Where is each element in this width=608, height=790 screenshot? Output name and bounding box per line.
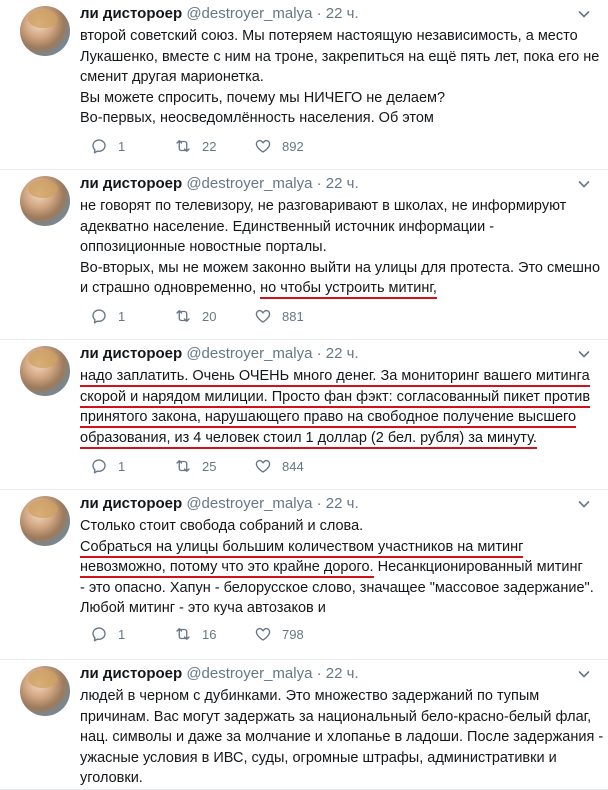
tweet-text-line (80, 727, 604, 748)
tweet-text-line (80, 768, 596, 789)
avatar[interactable] (20, 666, 70, 716)
tweet-text-line (80, 387, 596, 408)
tweet-text-line (80, 557, 596, 578)
author-name[interactable]: ли дистороер (80, 175, 183, 192)
underlined-text: надо заплатить. Очень ОЧЕНЬ много денег. За мониторинг вашего митинга (80, 368, 590, 387)
heart-icon (254, 625, 272, 643)
tweet-text-line (80, 278, 596, 299)
text-segment: сменит другая марионетка. (80, 69, 264, 85)
retweet-count: 22 (202, 138, 217, 154)
tweet-text-line (80, 516, 596, 537)
timestamp[interactable]: 22 ч. (325, 345, 359, 362)
underlined-text: скорой и нарядом милиции. Просто фан фэкт: согласованный пикет против (80, 389, 590, 408)
author-name[interactable]: ли дистороер (80, 5, 183, 22)
like-count: 892 (282, 138, 304, 154)
tweet-actions (80, 306, 380, 326)
separator-dot: · (316, 175, 322, 192)
tweet-actions (80, 456, 380, 476)
tweet-content (80, 4, 600, 129)
tweet-header (80, 344, 596, 364)
tweet-actions (80, 624, 380, 644)
underlined-text: невозможно, потому что это крайне дорого. (80, 559, 374, 578)
chevron-down-icon[interactable] (576, 496, 592, 512)
text-segment: Любой митинг - это куча автозаков и (80, 600, 326, 616)
reply-button[interactable] (80, 456, 125, 476)
tweet-text-line (80, 598, 596, 619)
text-segment: причинам. Вас могут задержать за национальный бело-красно-белый флаг, (80, 708, 592, 725)
chevron-down-icon[interactable] (576, 176, 592, 192)
author-name[interactable]: ли дистороер (80, 665, 183, 682)
text-segment: Лукашенко, вместе с ним на троне, закрепиться на ещё пять лет, пока его не (80, 48, 600, 65)
reply-count: 1 (118, 626, 126, 642)
tweet[interactable] (0, 490, 608, 660)
tweet-text-line (80, 47, 600, 68)
reply-button[interactable] (80, 624, 125, 644)
tweet-content (80, 174, 601, 299)
reply-count: 1 (118, 308, 126, 324)
timestamp[interactable]: 22 ч. (325, 495, 359, 512)
text-segment: адекватно население. Единственный источник информации - (80, 218, 495, 235)
tweet-text (80, 26, 600, 129)
heart-icon (254, 457, 272, 475)
text-segment: и страшно одновременно, (80, 280, 261, 296)
tweet-text-line (80, 108, 596, 129)
avatar[interactable] (20, 496, 70, 546)
tweet-content (80, 494, 596, 619)
reply-icon (90, 457, 108, 475)
chevron-down-icon[interactable] (576, 6, 592, 22)
like-count: 881 (282, 308, 304, 324)
like-count: 798 (282, 626, 304, 642)
chevron-down-icon[interactable] (576, 346, 592, 362)
text-segment: людей в черном с дубинками. Это множество задержаний по тупым (80, 688, 540, 704)
retweet-icon (174, 307, 192, 325)
underlined-text: принятого закона, нарушающего право на свободное получение высшего (80, 409, 576, 428)
text-segment: второй советский союз. Мы потеряем настоящую независимость, а место (80, 28, 578, 44)
retweet-count: 25 (202, 458, 217, 474)
reply-icon (90, 137, 108, 155)
text-segment: оппозиционные новостные порталы. (80, 239, 327, 255)
author-handle[interactable]: @destroyer_malya (186, 345, 313, 362)
like-button[interactable] (244, 306, 304, 326)
reply-button[interactable] (80, 136, 125, 156)
tweet-text (80, 686, 604, 789)
chevron-down-icon[interactable] (576, 666, 592, 682)
timestamp[interactable]: 22 ч. (325, 5, 359, 22)
text-segment: Вы можете спросить, почему мы НИЧЕГО не делаем? (80, 89, 446, 106)
tweet-text-line (80, 217, 596, 238)
text-segment: - это опасно. Хапун - белорусское слово, значащее "массовое задержание". (80, 579, 594, 596)
author-handle[interactable]: @destroyer_malya (186, 5, 313, 22)
tweet[interactable] (0, 340, 608, 490)
author-name[interactable]: ли дистороер (80, 495, 183, 512)
tweet-text-line (80, 237, 596, 258)
tweet-header (80, 664, 596, 684)
tweet-content (80, 664, 604, 789)
tweet-actions (80, 136, 380, 156)
reply-button[interactable] (80, 306, 125, 326)
text-segment: ужасные условия в ИВС, суды, огромные штрафы, административки и (80, 749, 557, 766)
tweet-text-line (80, 578, 596, 599)
tweet-text-line (80, 258, 601, 279)
heart-icon (254, 307, 272, 325)
text-segment: Во-вторых, мы не можем законно выйти на улицы для протеста. Это смешно (80, 259, 601, 276)
heart-icon (254, 137, 272, 155)
text-segment: не говорят по телевизору, не разговаривают в школах, не информируют (80, 198, 567, 214)
retweet-button[interactable] (164, 306, 216, 326)
tweet-text-line (80, 407, 596, 428)
tweet-text-line (80, 686, 596, 707)
tweet-content (80, 344, 596, 448)
reply-count: 1 (118, 138, 126, 154)
text-segment: Несанкционированный митинг (373, 559, 583, 575)
tweet-header (80, 4, 596, 24)
tweet-header (80, 494, 596, 514)
retweet-count: 20 (202, 308, 217, 324)
retweet-icon (174, 137, 192, 155)
tweet-text-line (80, 537, 596, 558)
retweet-icon (174, 625, 192, 643)
retweet-button[interactable] (164, 624, 216, 644)
reply-count: 1 (118, 458, 126, 474)
like-count: 844 (282, 458, 304, 474)
text-segment: Столько стоит свобода собраний и слова. (80, 518, 364, 534)
tweet-text (80, 516, 596, 619)
underlined-text: но чтобы устроить митинг, (260, 280, 437, 299)
like-button[interactable] (244, 456, 304, 476)
retweet-icon (174, 457, 192, 475)
tweet-text-line (80, 196, 596, 217)
timestamp[interactable]: 22 ч. (325, 665, 359, 682)
underlined-text: образования, из 4 человек стоил 1 доллар (2 бел. рубля) за минуту. (80, 430, 537, 449)
author-name[interactable]: ли дистороер (80, 345, 183, 362)
separator-dot: · (316, 345, 322, 362)
like-button[interactable] (244, 624, 304, 644)
tweet[interactable] (0, 660, 608, 790)
tweet-text-line (80, 428, 596, 449)
tweet-text-line (80, 707, 596, 728)
author-handle[interactable]: @destroyer_malya (186, 495, 313, 512)
reply-icon (90, 625, 108, 643)
author-handle[interactable]: @destroyer_malya (186, 175, 313, 192)
retweet-count: 16 (202, 626, 217, 642)
separator-dot: · (316, 495, 322, 512)
tweet-header (80, 174, 596, 194)
reply-icon (90, 307, 108, 325)
separator-dot: · (316, 5, 322, 22)
tweet[interactable] (0, 0, 608, 170)
tweet-text-line (80, 366, 596, 387)
like-button[interactable] (244, 136, 304, 156)
author-handle[interactable]: @destroyer_malya (186, 665, 313, 682)
underlined-text: Собраться на улицы большим количеством участников на митинг (80, 539, 523, 558)
text-segment: Во-первых, неосведомлённость населения. Об этом (80, 110, 434, 126)
tweet-text-line (80, 88, 596, 109)
avatar[interactable] (20, 6, 70, 56)
avatar[interactable] (20, 176, 70, 226)
text-segment: нац. символы и даже за молчание и хлопанье в ладоши. После задержания - (80, 729, 604, 745)
tweet-text (80, 196, 601, 299)
retweet-button[interactable] (164, 136, 216, 156)
tweet-text (80, 366, 596, 448)
timestamp[interactable]: 22 ч. (325, 175, 359, 192)
tweet-text-line (80, 748, 596, 769)
separator-dot: · (316, 665, 322, 682)
avatar[interactable] (20, 346, 70, 396)
tweet-text-line (80, 67, 596, 88)
tweet-text-line (80, 26, 596, 47)
text-segment: уголовки. (80, 770, 143, 786)
retweet-button[interactable] (164, 456, 216, 476)
tweet[interactable] (0, 170, 608, 340)
